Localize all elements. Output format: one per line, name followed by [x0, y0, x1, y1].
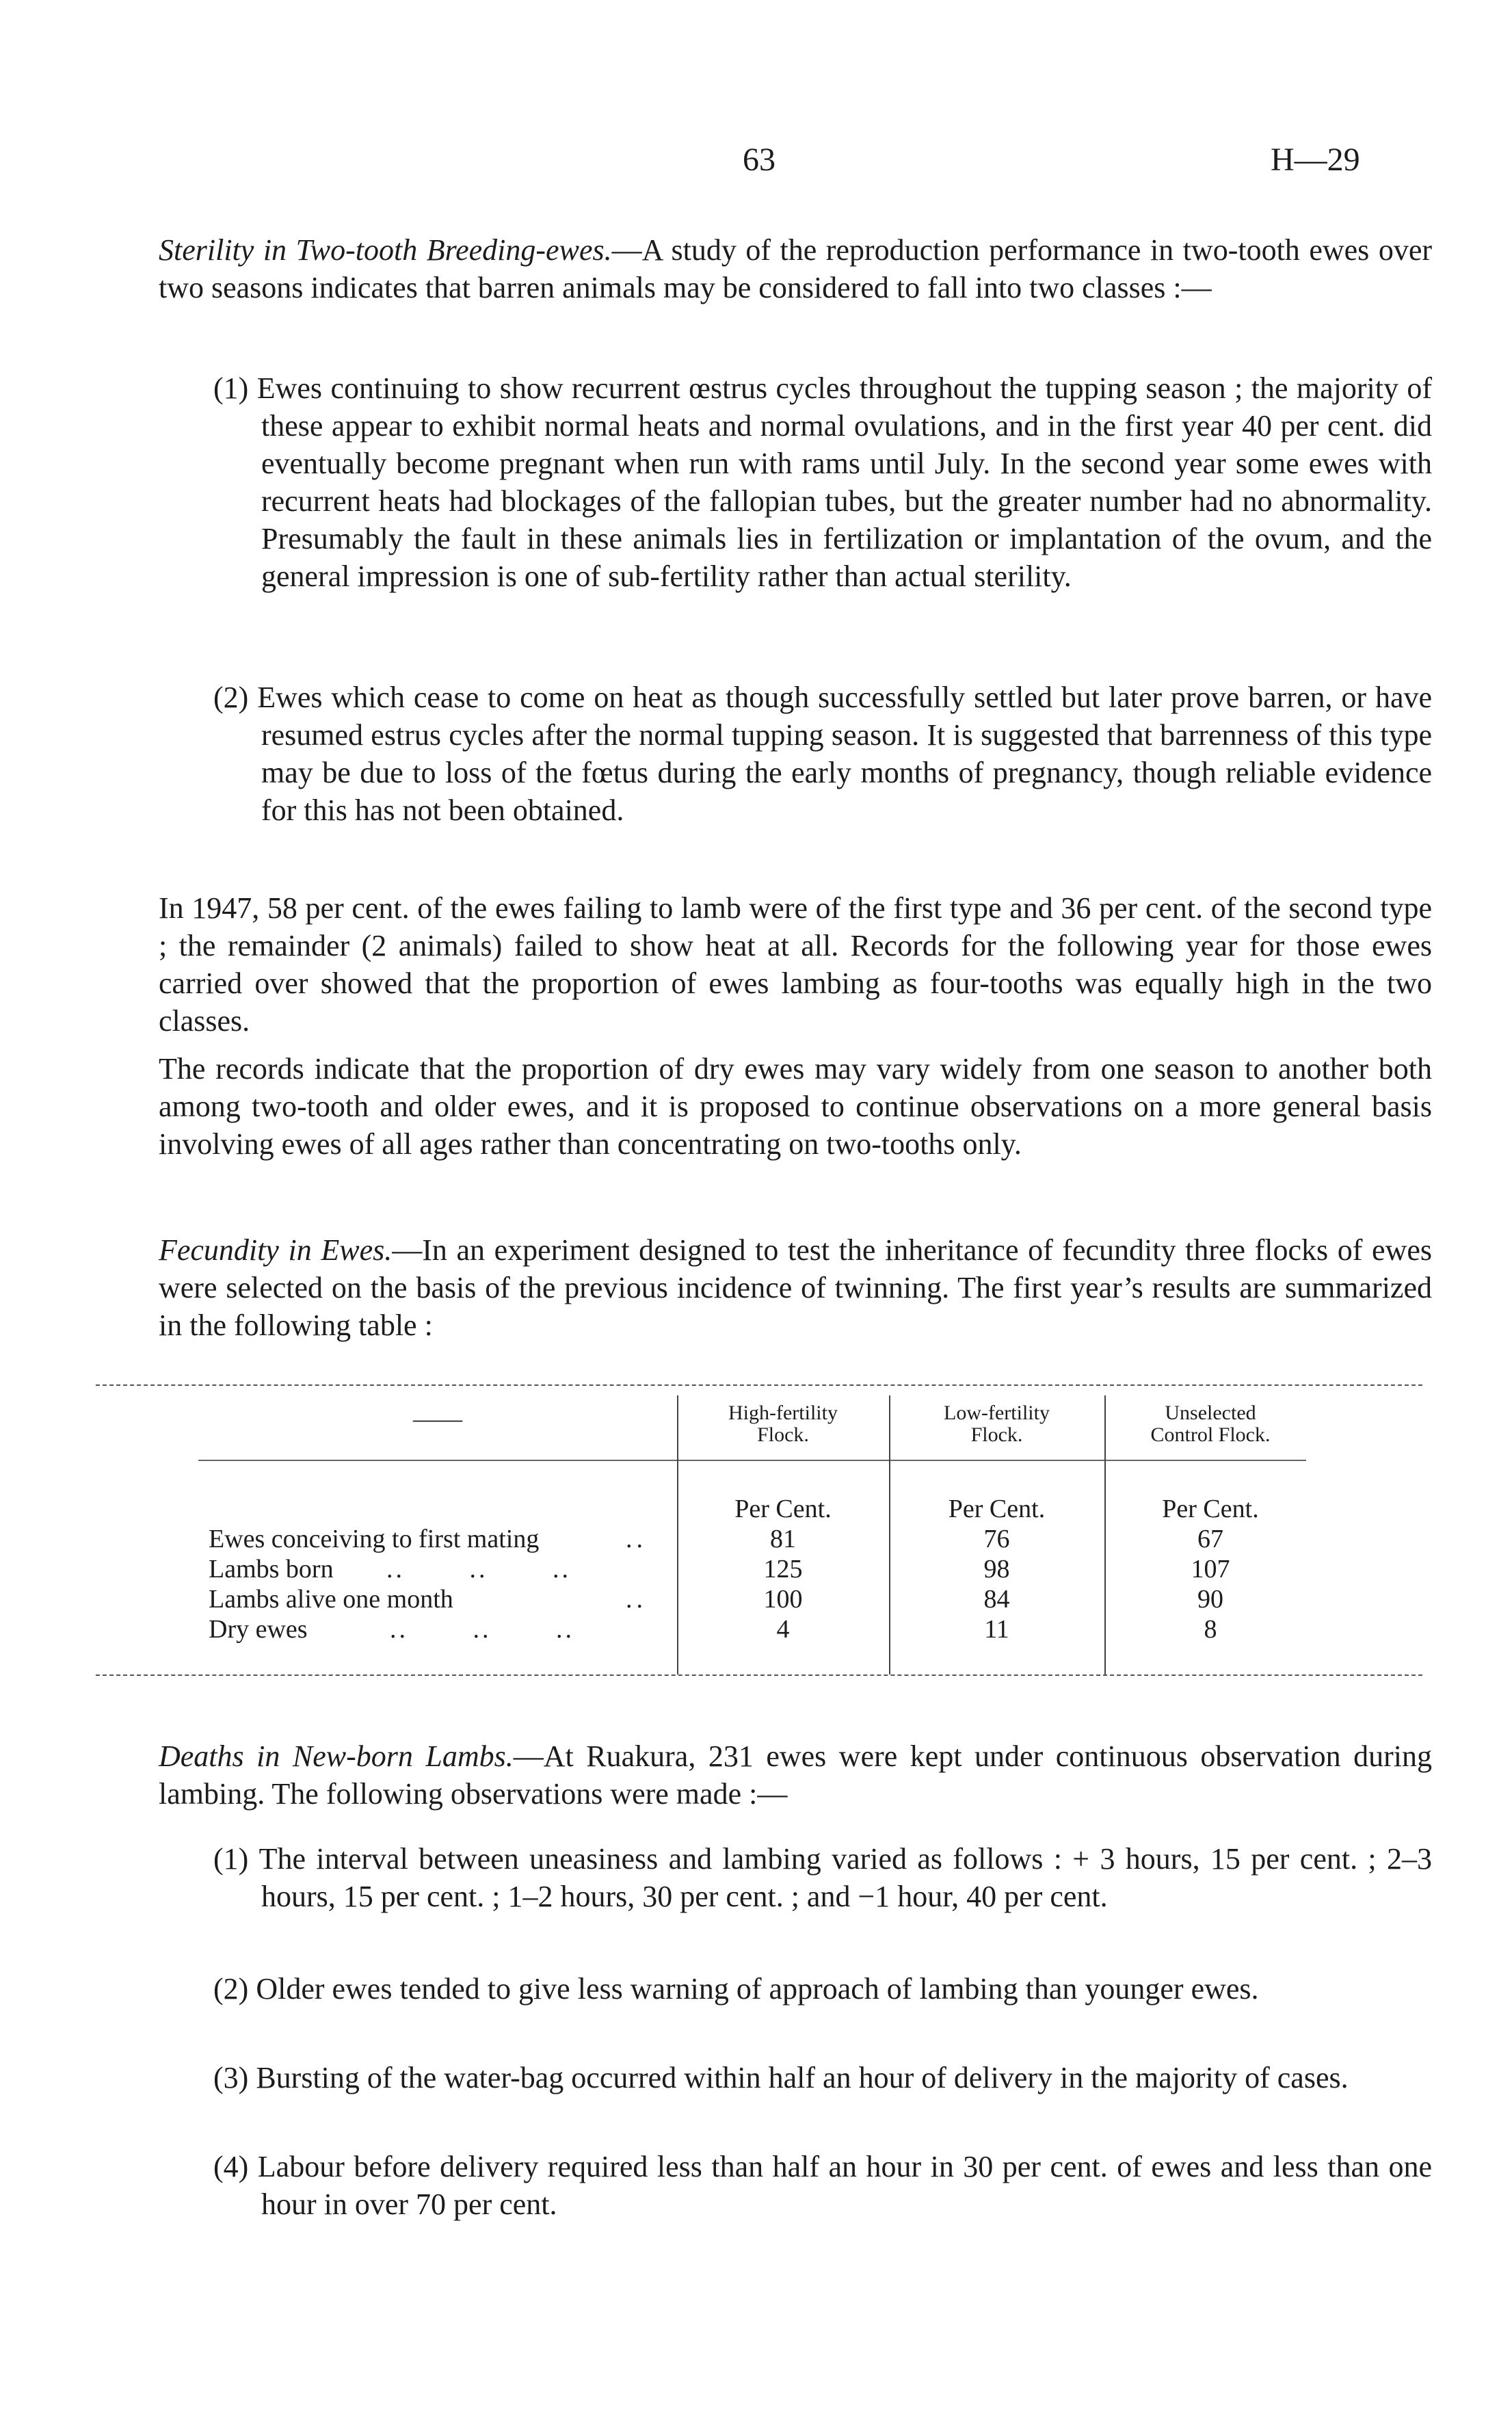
lambing-1947-paragraph: [159, 889, 1432, 1040]
row-dots-lambs-alive: ..: [626, 1585, 647, 1614]
table-corner: ——: [413, 1405, 462, 1432]
row-dots-lambs-born: .. .. ..: [386, 1555, 571, 1583]
col-header-low-line2: Flock.: [970, 1423, 1023, 1446]
col-header-unselected-line1: Unselected: [1165, 1402, 1256, 1424]
cell-lambs-born-low: 98: [983, 1555, 1010, 1583]
deaths-intro-text: —At Ruakura, 231 ewes were kept under continuous observation during lambing. The following observations were made :—: [159, 1739, 1432, 1811]
row-label-lambs-alive: Lambs alive one month: [209, 1585, 453, 1614]
deaths-paragraph: [159, 1737, 1432, 1813]
deaths-item-2-text: Older ewes tended to give less warning of approach of lambing than younger ewes.: [256, 1972, 1259, 2006]
sterility-item-2-number: (2): [213, 681, 249, 714]
deaths-item-4: [159, 2148, 1432, 2223]
deaths-item-2-number: (2): [213, 1972, 249, 2006]
deaths-item-2: [159, 1970, 1432, 2008]
col-header-low-line1: Low-fertility: [944, 1402, 1050, 1424]
cell-dry-ewes-unselected: 8: [1204, 1615, 1217, 1644]
cell-conceiving-high: 81: [770, 1525, 796, 1553]
col-header-low-fertility: [892, 1402, 1101, 1446]
deaths-item-3-text: Bursting of the water-bag occurred within half an hour of delivery in the majority of cases.: [256, 2061, 1349, 2094]
col-header-high-line2: Flock.: [757, 1423, 809, 1446]
document-code: H—29: [1271, 142, 1360, 178]
deaths-item-4-number: (4): [213, 2150, 249, 2183]
cell-conceiving-low: 76: [983, 1525, 1010, 1553]
unit-low: Per Cent.: [948, 1495, 1046, 1523]
cell-conceiving-unselected: 67: [1197, 1525, 1223, 1553]
sterility-item-2-text: Ewes which cease to come on heat as though successfully settled but later prove barren, or have resumed estrus cycles after the normal tupping season. It is suggested that barrenness of this type may be due to loss of the fœtus during the early months of pregnancy, though reliable evidence for this has not been obtained.: [257, 681, 1433, 827]
records-paragraph: [159, 1050, 1432, 1163]
col-header-high-fertility: [680, 1402, 886, 1446]
sterility-item-1: [159, 369, 1432, 595]
sterility-item-2: [159, 679, 1432, 829]
col-header-high-line1: High-fertility: [728, 1402, 838, 1424]
col-header-unselected: [1108, 1402, 1313, 1446]
cell-lambs-born-unselected: 107: [1191, 1555, 1230, 1583]
table-top-rule: [96, 1384, 1422, 1386]
page-number: 63: [743, 142, 775, 178]
deaths-item-1-text: The interval between uneasiness and lambing varied as follows : + 3 hours, 15 per cent. ; 2–3 hours, 15 per cent. ; 1–2 hours, 30 per cent. ; and −1 hour, 40 per cent.: [258, 1842, 1433, 1913]
cell-lambs-born-high: 125: [763, 1555, 803, 1583]
table-bottom-rule: [96, 1674, 1422, 1676]
row-label-lambs-born: Lambs born: [209, 1555, 334, 1583]
row-dots-conceiving: ..: [626, 1525, 647, 1553]
cell-lambs-alive-unselected: 90: [1197, 1585, 1223, 1614]
unit-unselected: Per Cent.: [1162, 1495, 1259, 1523]
row-dots-dry-ewes: .. .. ..: [390, 1615, 574, 1644]
fecundity-heading: Fecundity in Ewes.: [159, 1233, 393, 1267]
records-text: The records indicate that the proportion of dry ewes may vary widely from one season to another both among two-tooth and older ewes, and it is proposed to continue observations on a more general basis involving ewes of all ages rather than concentrating on two-tooths only.: [159, 1052, 1432, 1161]
fecundity-intro-text: —In an experiment designed to test the inheritance of fecundity three flocks of ewes were selected on the basis of the previous incidence of twinning. The first year’s results are summarized in the following table :: [159, 1233, 1433, 1342]
table-col-divider-1: [677, 1395, 678, 1674]
col-header-unselected-line2: Control Flock.: [1150, 1423, 1271, 1446]
cell-lambs-alive-low: 84: [983, 1585, 1010, 1614]
deaths-item-1-number: (1): [213, 1842, 249, 1876]
cell-dry-ewes-low: 11: [984, 1615, 1009, 1644]
deaths-heading: Deaths in New-born Lambs.: [159, 1739, 514, 1773]
deaths-item-1: [159, 1840, 1432, 1915]
unit-high: Per Cent.: [734, 1495, 832, 1523]
deaths-item-3-number: (3): [213, 2061, 249, 2094]
sterility-heading: Sterility in Two-tooth Breeding-ewes.: [159, 233, 612, 267]
lambing-1947-text: In 1947, 58 per cent. of the ewes failing to lamb were of the first type and 36 per cent. of the second type ; the remainder (2 animals) failed to show heat at all. Records for the following year for those ewes carried over showed that the proportion of ewes lambing as four-tooths was equally high in the two classes.: [159, 891, 1432, 1038]
sterility-item-1-number: (1): [213, 371, 249, 405]
row-label-conceiving: Ewes conceiving to first mating: [209, 1525, 540, 1553]
cell-lambs-alive-high: 100: [763, 1585, 803, 1614]
cell-dry-ewes-high: 4: [776, 1615, 790, 1644]
sterility-item-1-text: Ewes continuing to show recurrent œstrus cycles throughout the tupping season ; the majority of these appear to exhibit normal heats and normal ovulations, and in the first year 40 per cent. did eventually become pregnant when run with rams until July. In the second year some ewes with recurrent heats had blockages of the fallopian tubes, but the greater number had no abnormality. Presumably the fault in these animals lies in fertilization or implantation of the ovum, and the general impression is one of sub-fertility rather than actual sterility.: [256, 371, 1433, 593]
row-label-dry-ewes: Dry ewes: [209, 1615, 308, 1644]
table-col-divider-2: [889, 1395, 890, 1674]
sterility-intro-paragraph: [159, 231, 1432, 306]
sterility-intro-text: —A study of the reproduction performance in two-tooth ewes over two seasons indicates that barren animals may be considered to fall into two classes :—: [159, 233, 1432, 304]
deaths-item-3: [159, 2059, 1432, 2097]
deaths-item-4-text: Labour before delivery required less than half an hour in 30 per cent. of ewes and less than one hour in over 70 per cent.: [257, 2150, 1433, 2221]
fecundity-paragraph: [159, 1231, 1432, 1344]
table-col-divider-3: [1104, 1395, 1106, 1674]
table-header-rule: [198, 1460, 1306, 1461]
